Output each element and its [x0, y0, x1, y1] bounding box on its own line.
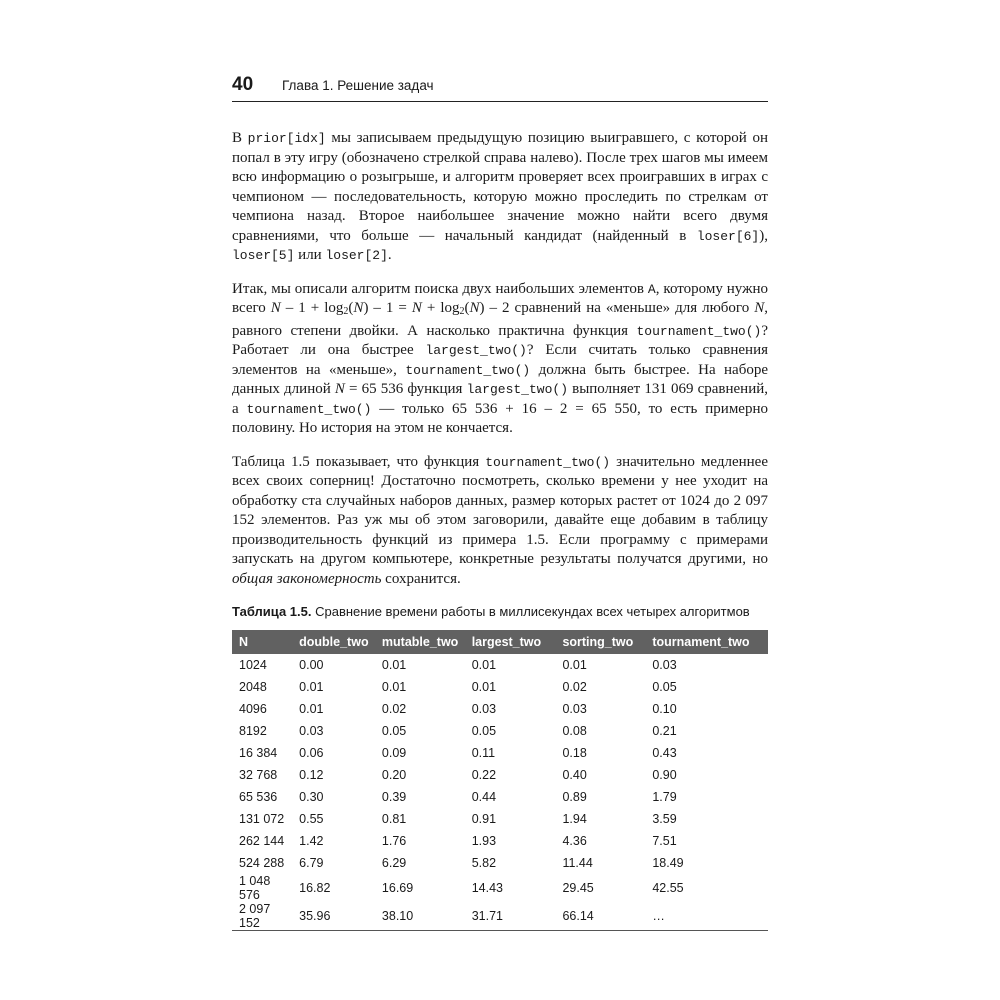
table-row: [232, 852, 768, 874]
italic-text: общая закономерность: [232, 570, 382, 587]
column-header-double-two: double_two: [299, 635, 369, 649]
table-row: [232, 720, 768, 742]
page-header: [232, 74, 768, 100]
table-cell: 6.29: [381, 856, 407, 870]
column-header-tournament-two: tournament_two: [652, 635, 750, 649]
table-cell: 0.05: [381, 724, 407, 738]
table-row: [232, 808, 768, 830]
subscript: 2: [459, 306, 465, 317]
table-cell: 0.05: [471, 724, 497, 738]
table-cell: 0.12: [299, 768, 324, 782]
table-cell: 2 097 152: [232, 902, 292, 931]
table-cell: 16 384: [239, 746, 278, 760]
table-cell: 0.00: [299, 658, 324, 672]
inline-code: loser[2]: [325, 248, 388, 263]
table-cell: 0.10: [652, 702, 677, 716]
paragraph-1: [232, 129, 768, 266]
italic-text: N: [754, 300, 765, 316]
table-row: [232, 742, 768, 764]
header-rule: [232, 101, 768, 102]
text-run: сохранится.: [381, 570, 461, 587]
table-cell: 11.44: [562, 856, 593, 870]
table-cell: 38.10: [375, 902, 465, 931]
italic-text: N: [469, 300, 480, 316]
table-cell: 8192: [239, 724, 267, 738]
table-row: [232, 764, 768, 786]
table-cell: 16.69: [381, 881, 414, 895]
inline-code: largest_two(): [466, 382, 568, 397]
table-caption: [232, 604, 750, 619]
column-header-mutable-two: mutable_two: [381, 635, 459, 649]
table-cell: 1 048 576: [239, 874, 271, 902]
table-cell: 4096: [239, 702, 267, 716]
inline-code: tournament_two(): [405, 362, 531, 378]
text-run: .: [387, 247, 392, 263]
table-cell: 131 072: [239, 812, 285, 826]
text-run: , которому нужно всего: [232, 280, 768, 316]
text-run: должна быть быстрее. На наборе данных длиной: [232, 361, 768, 397]
table-cell: 6.79: [299, 856, 324, 870]
inline-code: prior[idx]: [247, 131, 326, 146]
table-cell: 1.42: [299, 834, 324, 848]
table-caption-text: Сравнение времени работы в миллисекундах всех четырех алгоритмов: [315, 604, 750, 619]
inline-code: tournament_two(): [246, 401, 372, 417]
table-cell: 2048: [239, 680, 267, 694]
table-caption-label: Таблица 1.5.: [232, 604, 312, 619]
text-run: Таблица 1.5 показывает, что функция: [232, 453, 486, 470]
table-cell: 32 768: [239, 768, 278, 782]
table-cell: 0.20: [381, 768, 407, 782]
table-cell: 0.06: [299, 746, 324, 760]
table-cell: 1.76: [381, 834, 407, 848]
table-cell: 35.96: [292, 902, 375, 931]
table-cell: 0.02: [381, 702, 407, 716]
table-cell: 1.93: [471, 834, 497, 848]
table-cell: 5.82: [471, 856, 497, 870]
table-cell: 0.01: [299, 702, 324, 716]
table-row: [232, 654, 768, 676]
table-cell: 0.18: [562, 746, 587, 760]
text-run: , равного степени двойки. А насколько практична функция: [232, 300, 768, 339]
text-run: выполняет 131 069 сравнений, а: [232, 381, 769, 417]
table-cell: 0.03: [471, 702, 497, 716]
text-run: ? Если считать только сравнения элементов на «меньше»,: [232, 342, 768, 378]
table-cell: 66.14: [555, 902, 645, 931]
body-text: [232, 129, 768, 603]
table-cell: 0.01: [381, 680, 407, 694]
table-cell: 0.89: [562, 790, 587, 804]
table-cell: 0.03: [562, 702, 587, 716]
inline-code: tournament_two(): [485, 454, 611, 470]
text-run: Итак, мы описали алгоритм поиска двух наибольших элементов: [232, 280, 648, 297]
italic-text: N: [411, 300, 422, 316]
inline-code: A: [647, 281, 656, 297]
text-run: ),: [759, 227, 768, 244]
table-cell: 0.21: [652, 724, 677, 738]
subscript: 2: [343, 306, 349, 317]
text-run: + log: [421, 300, 460, 316]
table-cell: 0.30: [299, 790, 324, 804]
text-run: – 1 + log: [280, 300, 344, 316]
table-cell: 0.01: [381, 658, 407, 672]
paragraph-3: [232, 453, 768, 590]
inline-code: largest_two(): [425, 343, 527, 358]
column-header-n: N: [239, 635, 249, 649]
table-row: [232, 902, 768, 931]
italic-text: N: [270, 300, 281, 316]
table-cell: 524 288: [239, 856, 285, 870]
text-run: — только 65 536 + 16 – 2 = 65 550, то есть примерно половину. Но история на этом не кончается.: [232, 400, 768, 436]
paragraph-2: [232, 280, 768, 439]
text-run: или: [294, 247, 326, 263]
table-cell: 0.43: [652, 746, 677, 760]
table-cell: 0.91: [471, 812, 497, 826]
text-run: ) – 2 сравнений на «меньше» для любого: [479, 300, 755, 316]
running-title: Глава 1. Решение задач: [282, 78, 434, 93]
table-cell: 0.05: [652, 680, 677, 694]
table-cell: 16.82: [299, 881, 331, 895]
table-cell: 0.22: [471, 768, 497, 782]
timing-table: [232, 630, 768, 931]
page-number: 40: [232, 74, 254, 95]
inline-code: loser[6]: [696, 228, 760, 244]
table-cell: 0.08: [562, 724, 587, 738]
table-cell: 4.36: [562, 834, 587, 848]
italic-text: N: [353, 300, 364, 316]
text-run: ) – 1 =: [363, 300, 412, 316]
table-cell: 0.01: [471, 658, 497, 672]
inline-code: loser[5]: [232, 248, 295, 263]
table-row: [232, 698, 768, 720]
inline-code: tournament_two(): [636, 323, 762, 339]
table-cell: 0.55: [299, 812, 324, 826]
italic-text: N: [334, 381, 345, 397]
table-cell: 0.44: [471, 790, 497, 804]
table-body: [232, 654, 768, 931]
table-header-row: [232, 630, 768, 654]
table-cell: 1.79: [652, 790, 677, 804]
table-cell: 0.03: [652, 658, 677, 672]
text-run: ? Работает ли она быстрее: [232, 322, 768, 358]
table-cell: 262 144: [239, 834, 285, 848]
table-cell: 1.94: [562, 812, 587, 826]
table-row: [232, 676, 768, 698]
table-row: [232, 874, 768, 902]
table-cell: 14.43: [471, 881, 503, 895]
table-cell: 0.09: [381, 746, 407, 760]
text-run: (: [464, 300, 470, 316]
text-run: В: [232, 130, 248, 146]
table-cell: 1024: [239, 658, 267, 672]
text-run: = 65 536 функция: [344, 381, 467, 397]
table-cell: 31.71: [465, 902, 556, 931]
table-cell: …: [645, 902, 768, 931]
table-cell: 0.40: [562, 768, 587, 782]
table-cell: 0.01: [562, 658, 587, 672]
table-cell: 0.90: [652, 768, 677, 782]
table-cell: 65 536: [239, 790, 278, 804]
table-cell: 0.11: [471, 746, 496, 760]
text-run: мы записываем предыдущую позицию выигравшего, с которой он попал в эту игру (обозначено стрелкой справа налево). После трех шагов мы имеем всю информацию о розыгрыше, и алгоритм проверяет всех проигравших в играх с чемпионом — последовательность, которую можно проследить по стрелкам от чемпиона назад. Второе наибольшее значение можно найти всего двумя сравнениями, что больше — начальный кандидат (найденный в: [232, 130, 768, 244]
table-row: [232, 786, 768, 808]
table-cell: 0.81: [381, 812, 407, 826]
table-cell: 18.49: [652, 856, 684, 870]
text-run: (: [348, 300, 354, 316]
table-cell: 0.01: [299, 680, 324, 694]
table-cell: 7.51: [652, 834, 677, 848]
table-cell: 0.39: [381, 790, 407, 804]
text-run: значительно медленнее всех своих соперниц! Достаточно посмотреть, сколько времени у нее уходит на обработку ста случайных наборов данных, размер которых растет от 1024 до 2 097 152 элементов. Раз уж мы об этом заговорили, давайте еще добавим в таблицу производительность функций из примера 1.5. Если программу с примерами запускать на другом компьютере, конкретные результаты получатся другими, но: [232, 453, 769, 567]
table-cell: 0.02: [562, 680, 587, 694]
table-cell: 0.01: [471, 680, 497, 694]
column-header-sorting-two: sorting_two: [562, 635, 634, 649]
table-cell: 42.55: [652, 881, 684, 895]
table-cell: 29.45: [562, 881, 594, 895]
table-cell: 3.59: [652, 812, 677, 826]
table-row: [232, 830, 768, 852]
column-header-largest-two: largest_two: [471, 635, 542, 649]
table-cell: 0.03: [299, 724, 324, 738]
